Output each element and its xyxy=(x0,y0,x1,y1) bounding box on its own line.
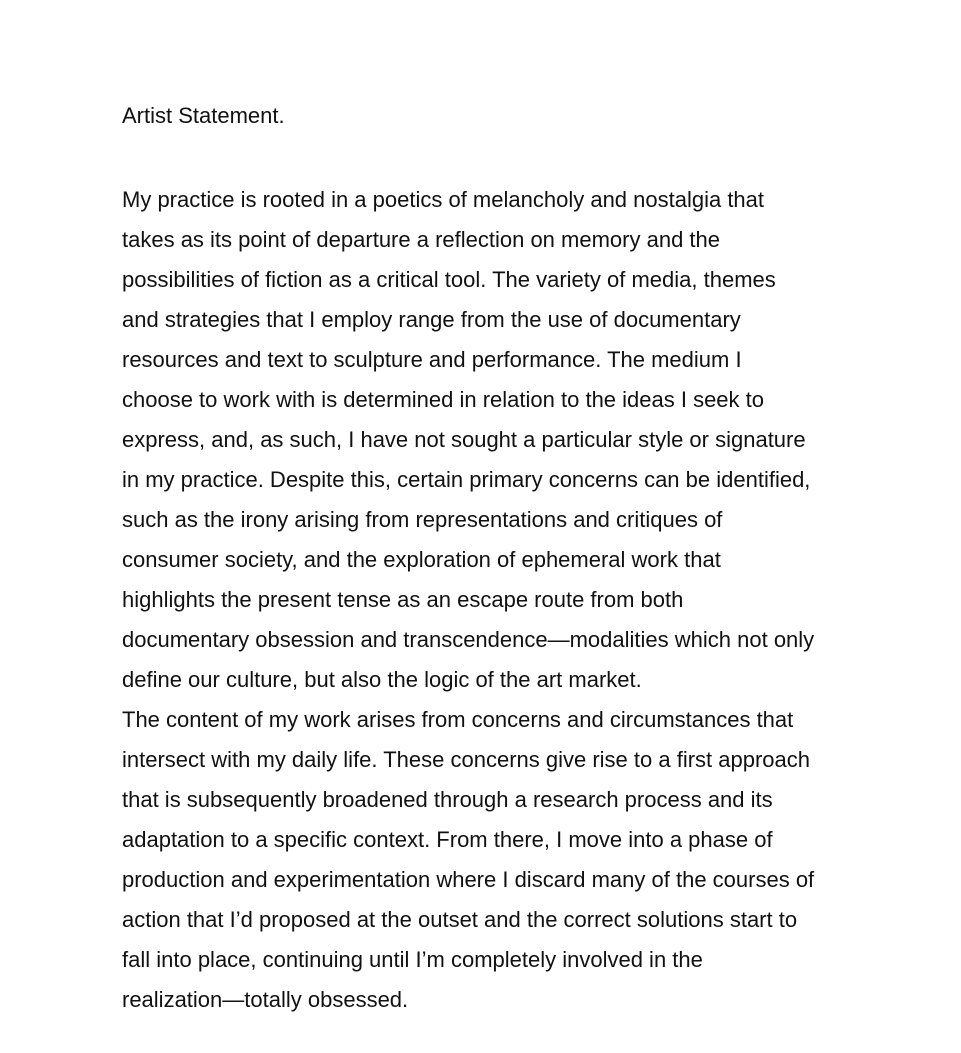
text-line: resources and text to sculpture and performance. The medium I xyxy=(122,347,742,372)
text-line: consumer society, and the exploration of ephemeral work that xyxy=(122,547,721,572)
text-line: fall into place, continuing until I’m completely involved in the xyxy=(122,947,703,972)
text-line: that is subsequently broadened through a research process and its xyxy=(122,787,773,812)
document-title: Artist Statement. xyxy=(122,103,285,128)
text-line: The content of my work arises from concerns and circumstances that xyxy=(122,707,794,732)
text-line: production and experimentation where I discard many of the courses of xyxy=(122,867,815,892)
text-line: My practice is rooted in a poetics of melancholy and nostalgia that xyxy=(122,187,765,212)
text-line: such as the irony arising from representations and critiques of xyxy=(122,507,723,532)
text-line: define our culture, but also the logic of the art market. xyxy=(122,667,642,692)
text-line: highlights the present tense as an escape route from both xyxy=(122,587,684,612)
text-line: in my practice. Despite this, certain primary concerns can be identified, xyxy=(122,467,811,492)
text-line: and strategies that I employ range from the use of documentary xyxy=(122,307,741,332)
text-line: documentary obsession and transcendence—modalities which not only xyxy=(122,627,815,652)
paragraph-2 xyxy=(122,700,921,1020)
text-line: adaptation to a specific context. From there, I move into a phase of xyxy=(122,827,773,852)
text-line: realization—totally obsessed. xyxy=(122,987,409,1012)
text-line: intersect with my daily life. These concerns give rise to a first approach xyxy=(122,747,811,772)
paragraph-1 xyxy=(122,180,921,700)
text-line: express, and, as such, I have not sought a particular style or signature xyxy=(122,427,806,452)
text-line: action that I’d proposed at the outset and the correct solutions start to xyxy=(122,907,798,932)
text-line: choose to work with is determined in relation to the ideas I seek to xyxy=(122,387,765,412)
text-line: possibilities of fiction as a critical tool. The variety of media, themes xyxy=(122,267,776,292)
text-line: takes as its point of departure a reflection on memory and the xyxy=(122,227,720,252)
